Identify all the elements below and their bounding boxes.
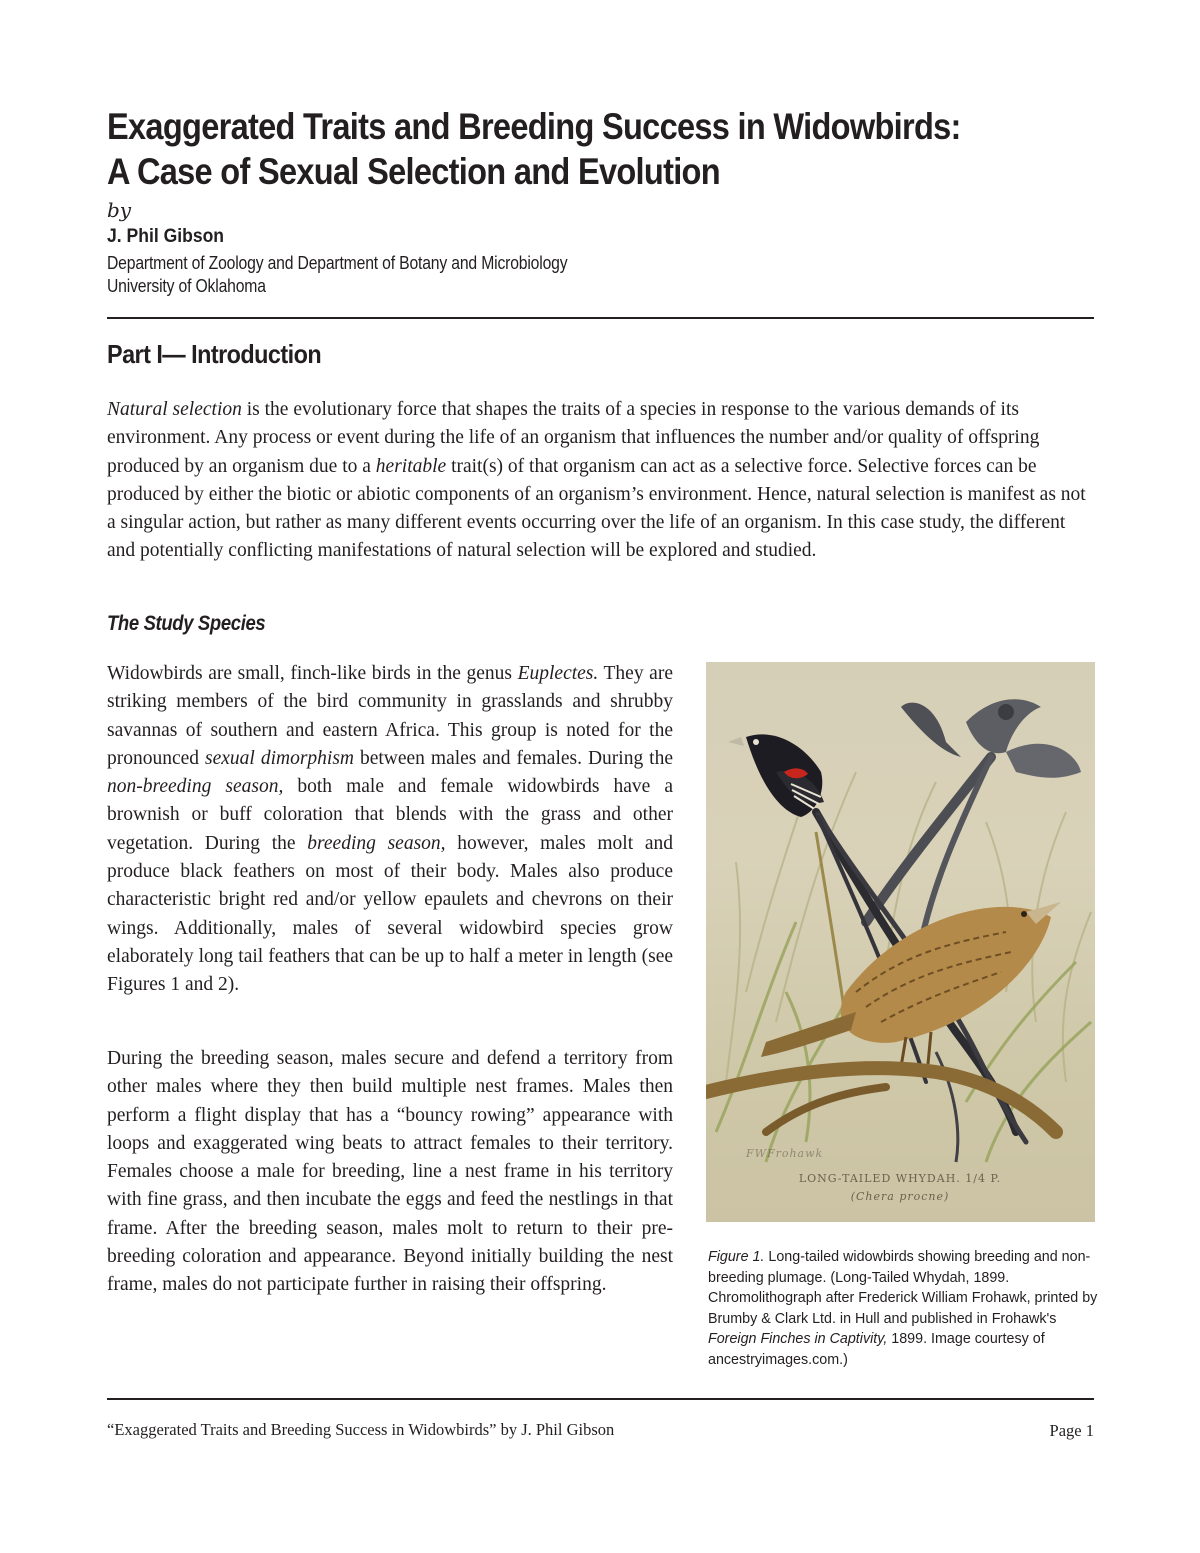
para1-text-1: Widowbirds are small, finch-like birds in the genus — [107, 663, 518, 684]
caption-text-2: 1899. Image courtesy of ancestryimages.com.) — [708, 1331, 1045, 1368]
study-species-paragraph-2: During the breeding season, males secure and defend a territory from other males where they then build multiple nest frames. Males then perform a flight display that has a “bouncy rowing” appearance with loops and exaggerated wing beats to attract females to their territory. Females choose a male for breeding, line a nest frame in his territory with fine grass, and then incubate the eggs and feed the nestlings in that frame. After the breeding season, males molt to return to their pre-breeding coloration and appearance. Beyond initially building the nest frame, males do not participate further in raising their offspring. — [107, 1048, 673, 1296]
para1-text-2: They are striking members of the bird community in grasslands and shrubby savannas of southern and eastern Africa. This group is noted for the pronounced — [107, 663, 673, 769]
document-title — [107, 104, 987, 194]
plate-title: LONG-TAILED WHYDAH. 1/4 P. — [798, 1172, 1002, 1185]
term-euplectes: Euplectes. — [517, 663, 599, 684]
intro-term-natural-selection: Natural selection — [107, 399, 242, 420]
header-divider — [107, 317, 1094, 319]
byline-by: by — [107, 198, 132, 222]
figure-caption — [708, 1247, 1100, 1371]
page-number: Page 1 — [1049, 1421, 1094, 1440]
widowbird-illustration — [706, 662, 1095, 1222]
term-breeding-season: breeding season, — [307, 832, 446, 854]
caption-text-1: Long-tailed widowbirds showing breeding and non-breeding plumage. (Long-Tailed Whydah, 1899. Chromolithograph after Frederick William Frohawk, printed by Brumby & Clark Ltd. in Hull and published in Frohawk's — [708, 1249, 1098, 1327]
para1-text-4: both male and female widowbirds have a brownish or buff coloration that blends with the grass and other vegetation. During the — [107, 776, 673, 854]
subsection-heading: The Study Species — [107, 612, 266, 635]
footer-citation: “Exaggerated Traits and Breeding Success in Widowbirds” by J. Phil Gibson — [107, 1420, 615, 1439]
intro-text-2: trait(s) of that organism can act as a selective force. Selective forces can be produced by either the biotic or abiotic components of an organism’s environment. Hence, natural selection is manifest as not a singular action, but rather as many different events occurring over the life of an organism. In this case study, the different and potentially conflicting manifestations of natural selection will be explored and studied. — [107, 455, 1086, 562]
affiliation-university: University of Oklahoma — [107, 275, 266, 296]
intro-paragraph — [107, 396, 1097, 566]
artist-signature: FWFrohawk — [746, 1147, 824, 1160]
para1-text-3: between males and females. During the — [354, 747, 673, 769]
intro-text-1: is the evolutionary force that shapes the traits of a species in response to the various demands of its environment. Any process or event during the life of an organism that influences the number and/or quality of offspring produced by an organism due to a — [107, 399, 1040, 477]
section-heading: Part I— Introduction — [107, 339, 322, 369]
author-name: J. Phil Gibson — [107, 225, 225, 247]
figure-label: Figure 1. — [708, 1249, 765, 1265]
para1-text-5: however, males molt and produce black feathers on most of their body. Males also produce characteristic bright red and/or yellow epaulets and chevrons on their wings. Additionally, males of several widowbird species grow elaborately long tail feathers that can be up to half a meter in length (see Figures 1 and 2). — [107, 832, 673, 996]
title-line-1: Exaggerated Traits and Breeding Success in Widowbirds: — [107, 106, 961, 147]
widowbird-plate-svg — [706, 662, 1095, 1222]
footer-divider — [107, 1398, 1094, 1400]
affiliation-department: Department of Zoology and Department of Botany and Microbiology — [107, 252, 568, 273]
intro-term-heritable: heritable — [375, 455, 447, 477]
study-species-paragraph-1 — [107, 660, 673, 1000]
caption-book-title: Foreign Finches in Captivity, — [708, 1331, 888, 1348]
plate-subtitle: (Chera procne) — [850, 1190, 950, 1203]
term-non-breeding-season: non-breeding season, — [107, 776, 284, 798]
term-sexual-dimorphism: sexual dimorphism — [205, 747, 354, 769]
title-line-2: A Case of Sexual Selection and Evolution — [107, 151, 720, 192]
